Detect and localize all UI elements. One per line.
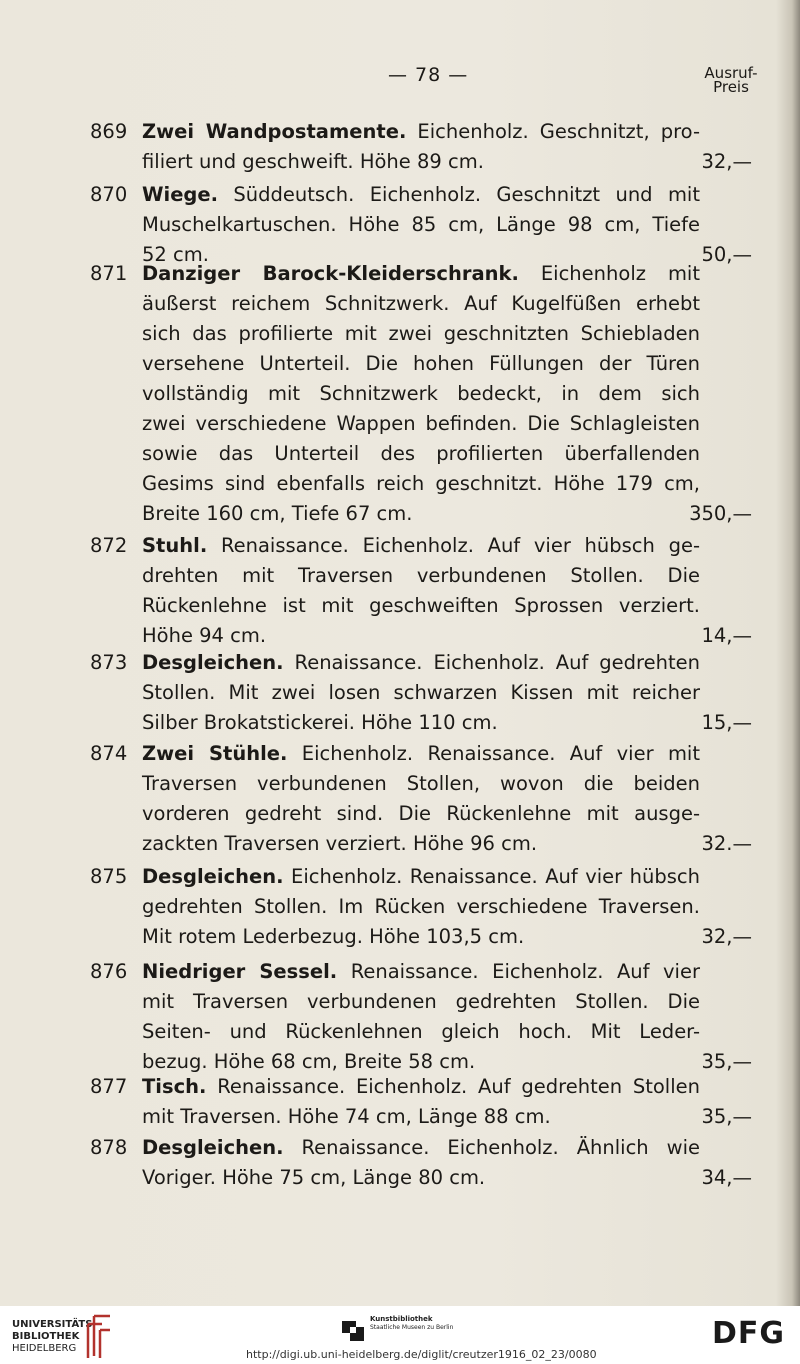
- entry-title: Niedriger Sessel.: [142, 960, 338, 983]
- entry-text-line: Stollen. Mit zwei losen schwarzen Kissen mit reicher: [142, 681, 700, 704]
- entry-text-line: bezug. Höhe 68 cm, Breite 58 cm.: [142, 1050, 476, 1073]
- entry-text-line: versehene Unterteil. Die hohen Füllungen der Türen: [142, 352, 700, 375]
- entry-text-line: [142, 117, 700, 147]
- entry-number: 871: [90, 262, 128, 285]
- entry-text-line: vollständig mit Schnitzwerk bedeckt, in dem sich: [142, 382, 700, 405]
- entry-text-line: gedrehten Stollen. Im Rücken verschiedene Traversen.: [142, 895, 700, 918]
- entry-text-line: [142, 1133, 700, 1163]
- entry-title: Tisch.: [142, 1075, 207, 1098]
- entry-text-line: Breite 160 cm, Tiefe 67 cm.: [142, 502, 413, 525]
- entry-text-line: Höhe 94 cm.: [142, 624, 267, 647]
- entry-text-line: sich das profilierte mit zwei geschnitzten Schiebladen: [142, 322, 700, 345]
- entry-price: 32,—: [701, 925, 752, 948]
- entry-number: 869: [90, 120, 128, 143]
- entry-text-line: [142, 648, 700, 678]
- entry-title: Stuhl.: [142, 534, 208, 557]
- entry-description: Eichenholz. Renaissance. Auf vier mit: [287, 742, 700, 765]
- entry-title: Wiege.: [142, 183, 219, 206]
- entry-text-line: Seiten- und Rückenlehnen gleich hoch. Mit Leder-: [142, 1020, 700, 1043]
- entry-description: Renaissance. Eichenholz. Auf vier hübsch ge-: [207, 534, 700, 557]
- entry-title: Zwei Stühle.: [142, 742, 288, 765]
- entry-text-line: Mit rotem Lederbezug. Höhe 103,5 cm.: [142, 925, 525, 948]
- entry-text-line: [142, 862, 700, 892]
- page-number: — 78 —: [388, 64, 469, 86]
- entry-number: 873: [90, 651, 128, 674]
- entry-text-line: vorderen gedreht sind. Die Rückenlehne mit ausge-: [142, 802, 700, 825]
- entry-description: Eichenholz. Geschnitzt, pro-: [406, 120, 700, 143]
- entry-text-line: mit Traversen. Höhe 74 cm, Länge 88 cm.: [142, 1105, 551, 1128]
- entry-price: 15,—: [701, 711, 752, 734]
- entry-text-line: Voriger. Höhe 75 cm, Länge 80 cm.: [142, 1166, 486, 1189]
- entry-title: Danziger Barock-Kleiderschrank.: [142, 262, 519, 285]
- entry-description: Eichenholz mit: [518, 262, 701, 285]
- entry-text-line: zwei verschiedene Wappen befinden. Die Schlagleisten: [142, 412, 700, 435]
- entry-text-line: [142, 1072, 700, 1102]
- entry-title: Desgleichen.: [142, 865, 284, 888]
- entry-text-line: mit Traversen verbundenen gedrehten Stollen. Die: [142, 990, 700, 1013]
- entry-number: 878: [90, 1136, 128, 1159]
- dfg-logo[interactable]: DFG: [712, 1316, 786, 1351]
- entry-description: Renaissance. Eichenholz. Ähnlich wie: [283, 1136, 700, 1159]
- entry-text-line: Rückenlehne ist mit geschweiften Sprossen verziert.: [142, 594, 700, 617]
- entry-description: Süddeutsch. Eichenholz. Geschnitzt und mit: [218, 183, 700, 206]
- entry-text-line: zackten Traversen verziert. Höhe 96 cm.: [142, 832, 538, 855]
- entry-number: 876: [90, 960, 128, 983]
- entry-text-line: Silber Brokatstickerei. Höhe 110 cm.: [142, 711, 498, 734]
- entry-price: 32,—: [701, 150, 752, 173]
- entry-description: Eichenholz. Renaissance. Auf vier hübsch: [283, 865, 700, 888]
- entry-price: 32.—: [701, 832, 752, 855]
- entry-description: Renaissance. Eichenholz. Auf gedrehten Stollen: [206, 1075, 700, 1098]
- entry-price: 35,—: [701, 1105, 752, 1128]
- ub-logo-icon: [84, 1314, 112, 1358]
- entry-text-line: [142, 957, 700, 987]
- entry-text-line: [142, 259, 700, 289]
- entry-title: Desgleichen.: [142, 1136, 284, 1159]
- entry-number: 874: [90, 742, 128, 765]
- entry-price: 35,—: [701, 1050, 752, 1073]
- entry-text-line: Gesims sind ebenfalls reich geschnitzt. Höhe 179 cm,: [142, 472, 700, 495]
- entry-text-line: filiert und geschweift. Höhe 89 cm.: [142, 150, 484, 173]
- entry-text-line: [142, 180, 700, 210]
- entry-number: 877: [90, 1075, 128, 1098]
- entry-text-line: äußerst reichem Schnitzwerk. Auf Kugelfüßen erhebt: [142, 292, 700, 315]
- entry-description: Renaissance. Eichenholz. Auf gedrehten: [283, 651, 700, 674]
- entry-text-line: Traversen verbundenen Stollen, wovon die beiden: [142, 772, 700, 795]
- kunstbibliothek-icon: [342, 1321, 364, 1341]
- entry-text-line: drehten mit Traversen verbundenen Stollen. Die: [142, 564, 700, 587]
- entry-description: Renaissance. Eichenholz. Auf vier: [337, 960, 700, 983]
- entry-text-line: sowie das Unterteil des profilierten überfallenden: [142, 442, 700, 465]
- footer-bar: UNIVERSITÄTS- BIBLIOTHEK HEIDELBERG Kunstbibliothek Staatliche Museen zu Berlin http://digi.ub.uni-heidelberg.de/diglit/creutzer1916_02_23/0080 DFG: [0, 1306, 800, 1364]
- permalink-url[interactable]: http://digi.ub.uni-heidelberg.de/diglit/creutzer1916_02_23/0080: [246, 1348, 597, 1361]
- entry-number: 872: [90, 534, 128, 557]
- entry-text-line: Muschelkartuschen. Höhe 85 cm, Länge 98 cm, Tiefe: [142, 213, 700, 236]
- entry-price: 34,—: [701, 1166, 752, 1189]
- entry-number: 875: [90, 865, 128, 888]
- entry-price: 350,—: [689, 502, 752, 525]
- entry-number: 870: [90, 183, 128, 206]
- entry-text-line: 52 cm.: [142, 243, 209, 266]
- entry-title: Desgleichen.: [142, 651, 284, 674]
- entry-text-line: [142, 739, 700, 769]
- entry-text-line: [142, 531, 700, 561]
- entry-title: Zwei Wandpostamente.: [142, 120, 407, 143]
- entry-price: 50,—: [701, 243, 752, 266]
- entry-price: 14,—: [701, 624, 752, 647]
- price-column-header: Ausruf- Preis: [704, 64, 758, 96]
- ub-heidelberg-logo[interactable]: UNIVERSITÄTS- BIBLIOTHEK HEIDELBERG: [12, 1314, 112, 1358]
